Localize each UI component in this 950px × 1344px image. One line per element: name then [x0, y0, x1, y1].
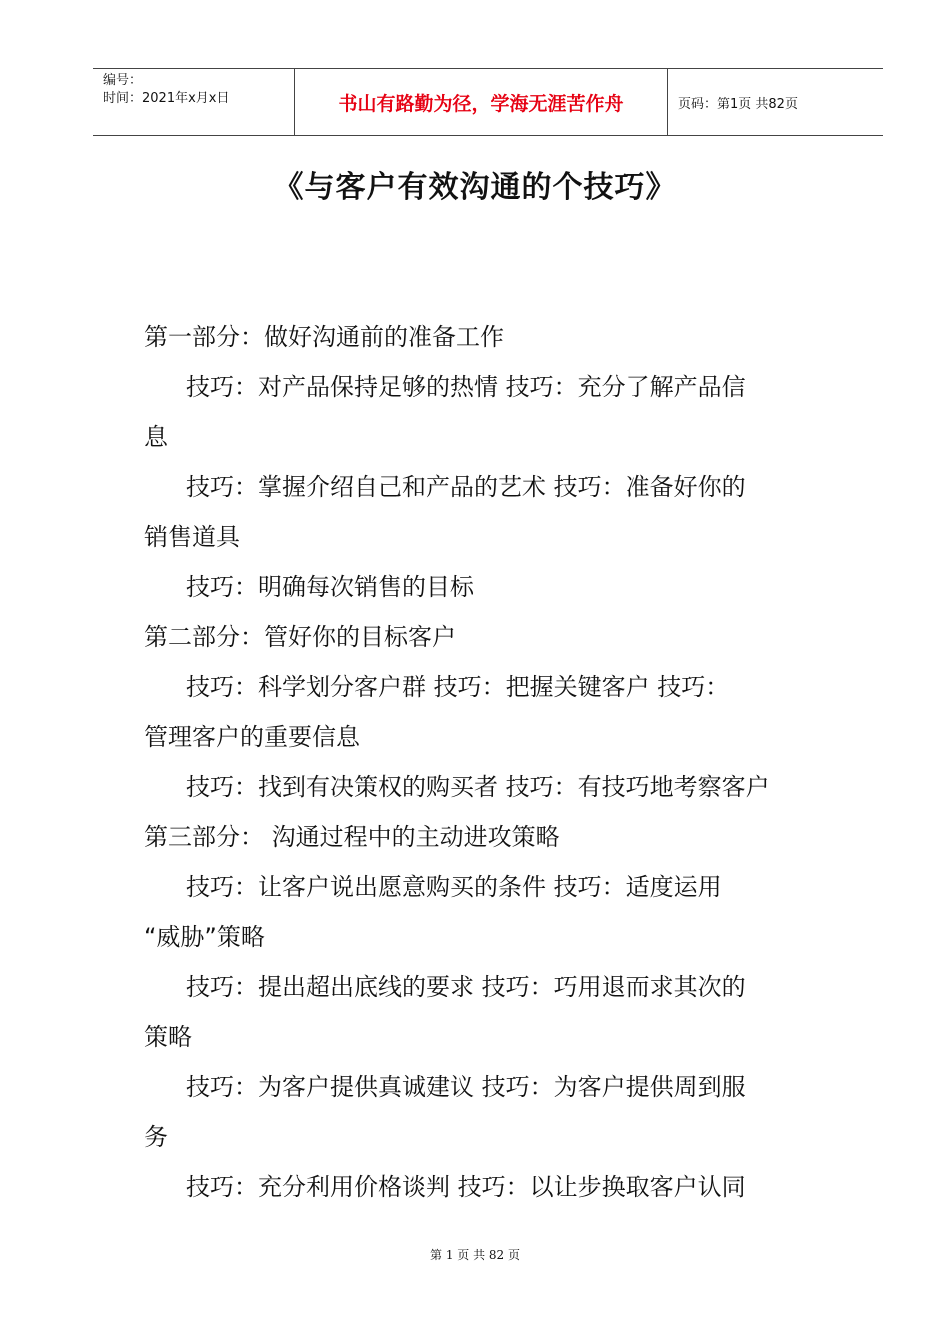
body-line: 技巧：提出超出底线的要求 技巧：巧用退而求其次的	[186, 973, 746, 1001]
body-line: 息	[144, 423, 168, 451]
header-meta	[93, 69, 295, 135]
body-line: 技巧：让客户说出愿意购买的条件 技巧：适度运用	[186, 873, 722, 901]
document-body	[144, 312, 844, 1212]
body-line: 策略	[144, 1023, 192, 1051]
body-line: 技巧：掌握介绍自己和产品的艺术 技巧：准备好你的	[186, 473, 746, 501]
header-motto: 书山有路勤为径，学海无涯苦作舟	[295, 69, 668, 135]
body-line: 技巧：科学划分客户群 技巧：把握关键客户 技巧：	[186, 673, 730, 701]
body-line: 技巧：找到有决策权的购买者 技巧：有技巧地考察客户	[186, 773, 770, 801]
header-page-info: 页码：第1页 共82页	[678, 96, 798, 112]
body-line: 技巧：充分利用价格谈判 技巧：以让步换取客户认同	[186, 1173, 746, 1201]
body-line: 第一部分：做好沟通前的准备工作	[144, 323, 504, 351]
body-line: 销售道具	[144, 523, 240, 551]
body-line: 管理客户的重要信息	[144, 723, 360, 751]
body-line: 第三部分： 沟通过程中的主动进攻策略	[144, 823, 560, 851]
page-footer: 第 1 页 共 82 页	[430, 1248, 520, 1262]
document-title: 《与客户有效沟通的个技巧》	[273, 170, 677, 205]
page-header	[93, 68, 883, 136]
body-line: “威胁”策略	[144, 923, 265, 951]
number-label: 编号：	[103, 73, 143, 88]
time-label: 时间：2021年x月x日	[103, 91, 230, 106]
body-line: 技巧：为客户提供真诚建议 技巧：为客户提供周到服	[186, 1073, 746, 1101]
body-line: 技巧：对产品保持足够的热情 技巧：充分了解产品信	[186, 373, 746, 401]
body-line: 第二部分：管好你的目标客户	[144, 623, 456, 651]
body-line: 务	[144, 1123, 168, 1151]
body-line: 技巧：明确每次销售的目标	[186, 573, 474, 601]
